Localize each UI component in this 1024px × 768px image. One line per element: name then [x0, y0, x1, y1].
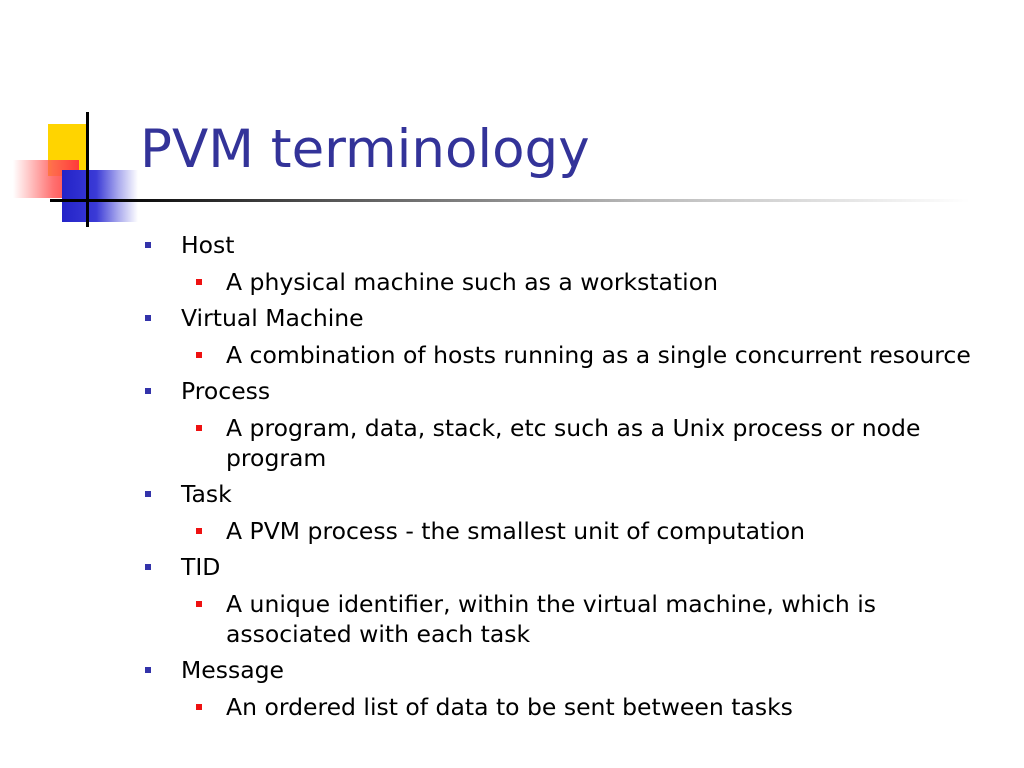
definition-text: A unique identifier, within the virtual machine, which is associated with each task	[226, 590, 877, 648]
term-virtual-machine	[145, 303, 990, 333]
square-bullet-icon	[196, 425, 202, 431]
definition-text: A program, data, stack, etc such as a Unix process or node program	[226, 414, 921, 472]
square-bullet-icon	[196, 704, 202, 710]
term-label: Process	[181, 377, 271, 405]
term-tid	[145, 552, 990, 582]
term-message	[145, 655, 990, 685]
square-bullet-icon	[145, 667, 151, 673]
square-bullet-icon	[196, 528, 202, 534]
term-task	[145, 479, 990, 509]
term-host	[145, 230, 990, 260]
square-bullet-icon	[145, 388, 151, 394]
term-list	[145, 230, 990, 722]
square-bullet-icon	[145, 491, 151, 497]
title-underline	[50, 199, 970, 202]
definition-tid	[145, 589, 990, 649]
logo-blue-square	[62, 170, 138, 222]
square-bullet-icon	[196, 601, 202, 607]
square-bullet-icon	[196, 352, 202, 358]
term-label: Host	[181, 231, 235, 259]
square-bullet-icon	[145, 564, 151, 570]
term-label: TID	[181, 553, 221, 581]
square-bullet-icon	[145, 242, 151, 248]
definition-message	[145, 692, 990, 722]
definition-virtual-machine	[145, 340, 990, 370]
definition-text: A PVM process - the smallest unit of computation	[226, 517, 806, 545]
definition-text: An ordered list of data to be sent between tasks	[226, 693, 793, 721]
square-bullet-icon	[196, 279, 202, 285]
square-bullet-icon	[145, 315, 151, 321]
term-label: Message	[181, 656, 284, 684]
definition-process	[145, 413, 990, 473]
definition-text: A combination of hosts running as a single concurrent resource	[226, 341, 971, 369]
definition-text: A physical machine such as a workstation	[226, 268, 718, 296]
definition-task	[145, 516, 990, 546]
term-process	[145, 376, 990, 406]
logo-vertical-line	[86, 112, 89, 227]
slide-title: PVM terminology	[140, 119, 590, 180]
term-label: Task	[181, 480, 232, 508]
term-label: Virtual Machine	[181, 304, 364, 332]
definition-host	[145, 267, 990, 297]
